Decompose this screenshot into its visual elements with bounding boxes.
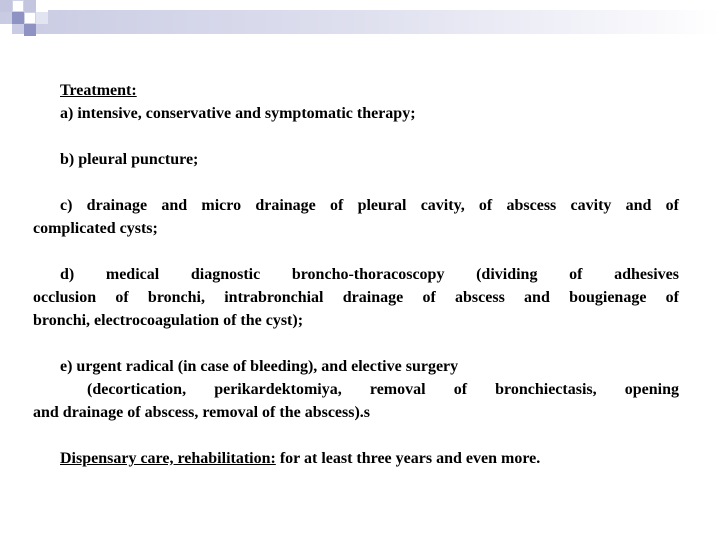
treatment-heading-text: Treatment: — [60, 82, 137, 99]
treatment-item-d-line2: occlusion of bronchi, intrabronchial drainage of abscess and bougienage of — [33, 289, 679, 306]
treatment-item-d-line1: d) medical diagnostic broncho-thoracoscopy (dividing of adhesives — [60, 266, 679, 283]
decor-square — [36, 0, 48, 12]
treatment-item-b: b) pleural puncture; — [60, 151, 199, 168]
treatment-item-c-line2: complicated cysts; — [33, 220, 158, 237]
treatment-heading — [33, 79, 679, 102]
decor-square — [0, 0, 12, 12]
decor-square — [12, 12, 24, 24]
dispensary-text: for at least three years and even more. — [275, 450, 541, 467]
treatment-item-c-line1: c) drainage and micro drainage of pleural cavity, of abscess cavity and of — [60, 197, 679, 214]
treatment-item-e-line1: e) urgent radical (in case of bleeding), and elective surgery — [60, 358, 459, 375]
decor-square — [24, 12, 36, 24]
body-text — [33, 79, 679, 470]
header-band — [0, 10, 720, 34]
decor-square — [24, 24, 36, 36]
decor-square — [24, 0, 36, 12]
decor-square — [12, 0, 24, 12]
treatment-item-e-line3: and drainage of abscess, removal of the abscess).s — [33, 404, 371, 421]
treatment-item-e-line2: (decortication, perikardektomiya, removal of bronchiectasis, opening — [87, 381, 679, 398]
dispensary-heading: Dispensary care, rehabilitation: — [60, 450, 276, 467]
decor-square — [36, 12, 48, 24]
dispensary-line — [33, 447, 679, 470]
treatment-item-d-line3: bronchi, electrocoagulation of the cyst); — [33, 312, 304, 329]
treatment-item-a: a) intensive, conservative and symptomatic therapy; — [60, 105, 416, 122]
decor-square — [0, 24, 12, 36]
